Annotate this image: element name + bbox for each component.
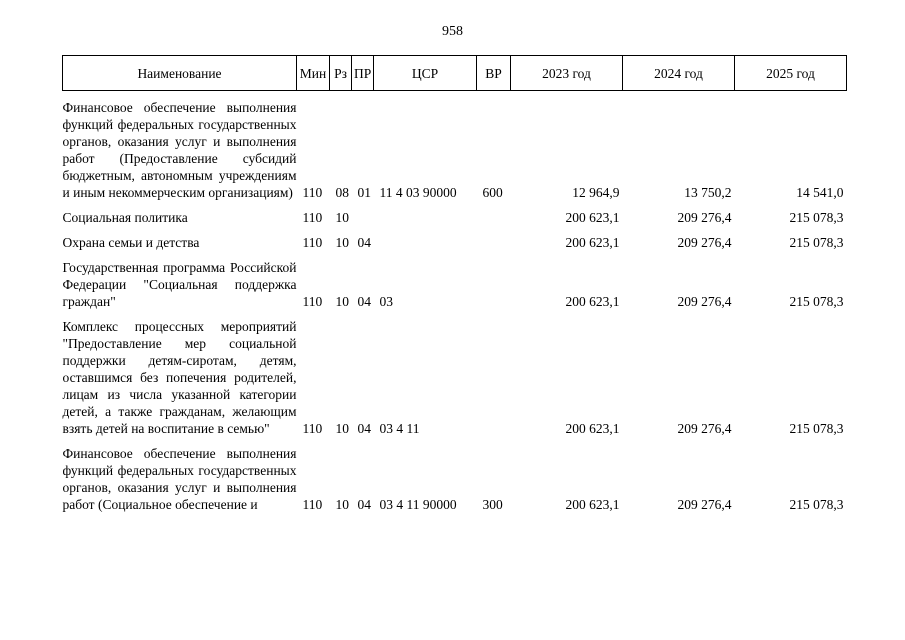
row-min: 110 <box>302 185 323 200</box>
row-rz: 10 <box>335 421 349 436</box>
table-row <box>63 209 847 226</box>
budget-table <box>62 55 847 513</box>
row-rz: 10 <box>335 235 349 250</box>
header-vr: ВР <box>477 56 511 91</box>
row-name: Социальная политика <box>62 210 188 225</box>
row-pr: 04 <box>357 294 371 309</box>
row-rz: 10 <box>335 210 349 225</box>
header-2025: 2025 год <box>735 56 847 91</box>
row-min: 110 <box>302 497 323 512</box>
row-pr: 04 <box>357 421 371 436</box>
table-row <box>63 234 847 251</box>
row-pr: 04 <box>357 235 371 250</box>
table-row <box>63 445 847 513</box>
row-name: Комплекс процессных мероприятий "Предоставление мер социальной поддержки детям-сиротам, детям, оставшимся без попечения родителей, лицам из числа указанной категории детей, а также гражданам, желающим взять детей на воспитание в семью" <box>62 319 297 436</box>
row-csr <box>374 234 477 251</box>
table-header <box>63 56 847 91</box>
header-csr: ЦСР <box>374 56 477 91</box>
row-2023: 12 964,9 <box>572 185 620 200</box>
row-2024: 209 276,4 <box>677 421 732 436</box>
row-2023: 200 623,1 <box>565 294 620 309</box>
table-row <box>63 318 847 437</box>
row-min: 110 <box>302 294 323 309</box>
header-row <box>63 56 847 91</box>
row-vr: 300 <box>482 497 503 512</box>
header-2023: 2023 год <box>511 56 623 91</box>
row-pr <box>352 209 374 226</box>
row-name: Охрана семьи и детства <box>62 235 200 250</box>
header-pr: ПР <box>352 56 374 91</box>
table-row <box>63 99 847 201</box>
row-2024: 209 276,4 <box>677 235 732 250</box>
table-row <box>63 259 847 310</box>
row-vr <box>477 318 511 437</box>
row-min: 110 <box>302 235 323 250</box>
row-rz: 08 <box>335 185 349 200</box>
row-rz: 10 <box>335 294 349 309</box>
table-body <box>63 91 847 514</box>
row-name: Финансовое обеспечение выполнения функций федеральных государственных органов, оказания услуг и выполнения работ (Социальное обеспечение и <box>62 446 297 512</box>
row-pr: 01 <box>357 185 371 200</box>
row-rz: 10 <box>335 497 349 512</box>
row-2023: 200 623,1 <box>565 497 620 512</box>
header-2024: 2024 год <box>623 56 735 91</box>
row-2025: 215 078,3 <box>789 235 844 250</box>
row-csr: 03 <box>379 294 393 309</box>
row-2025: 14 541,0 <box>796 185 844 200</box>
row-2025: 215 078,3 <box>789 421 844 436</box>
row-vr <box>477 259 511 310</box>
row-2023: 200 623,1 <box>565 235 620 250</box>
row-2025: 215 078,3 <box>789 294 844 309</box>
page-number: 958 <box>442 24 463 39</box>
row-csr: 03 4 11 90000 <box>379 497 457 512</box>
row-2024: 209 276,4 <box>677 294 732 309</box>
row-2025: 215 078,3 <box>789 497 844 512</box>
row-2023: 200 623,1 <box>565 210 620 225</box>
header-rz: Рз <box>330 56 352 91</box>
row-min: 110 <box>302 421 323 436</box>
row-2024: 13 750,2 <box>684 185 732 200</box>
header-name: Наименование <box>63 56 297 91</box>
row-csr: 03 4 11 <box>379 421 420 436</box>
row-name: Финансовое обеспечение выполнения функций федеральных государственных органов, оказания услуг и выполнения работ (Предоставление субсидий бюджетным, автономным учреждениям и иным некоммерческим организациям) <box>62 100 297 200</box>
row-2023: 200 623,1 <box>565 421 620 436</box>
row-vr <box>477 209 511 226</box>
row-2024: 209 276,4 <box>677 210 732 225</box>
row-csr: 11 4 03 90000 <box>379 185 457 200</box>
row-pr: 04 <box>357 497 371 512</box>
row-csr <box>374 209 477 226</box>
row-vr: 600 <box>482 185 503 200</box>
row-vr <box>477 234 511 251</box>
row-2024: 209 276,4 <box>677 497 732 512</box>
row-2025: 215 078,3 <box>789 210 844 225</box>
row-min: 110 <box>302 210 323 225</box>
row-name: Государственная программа Российской Федерации "Социальная поддержка граждан" <box>62 260 297 309</box>
header-min: Мин <box>297 56 330 91</box>
